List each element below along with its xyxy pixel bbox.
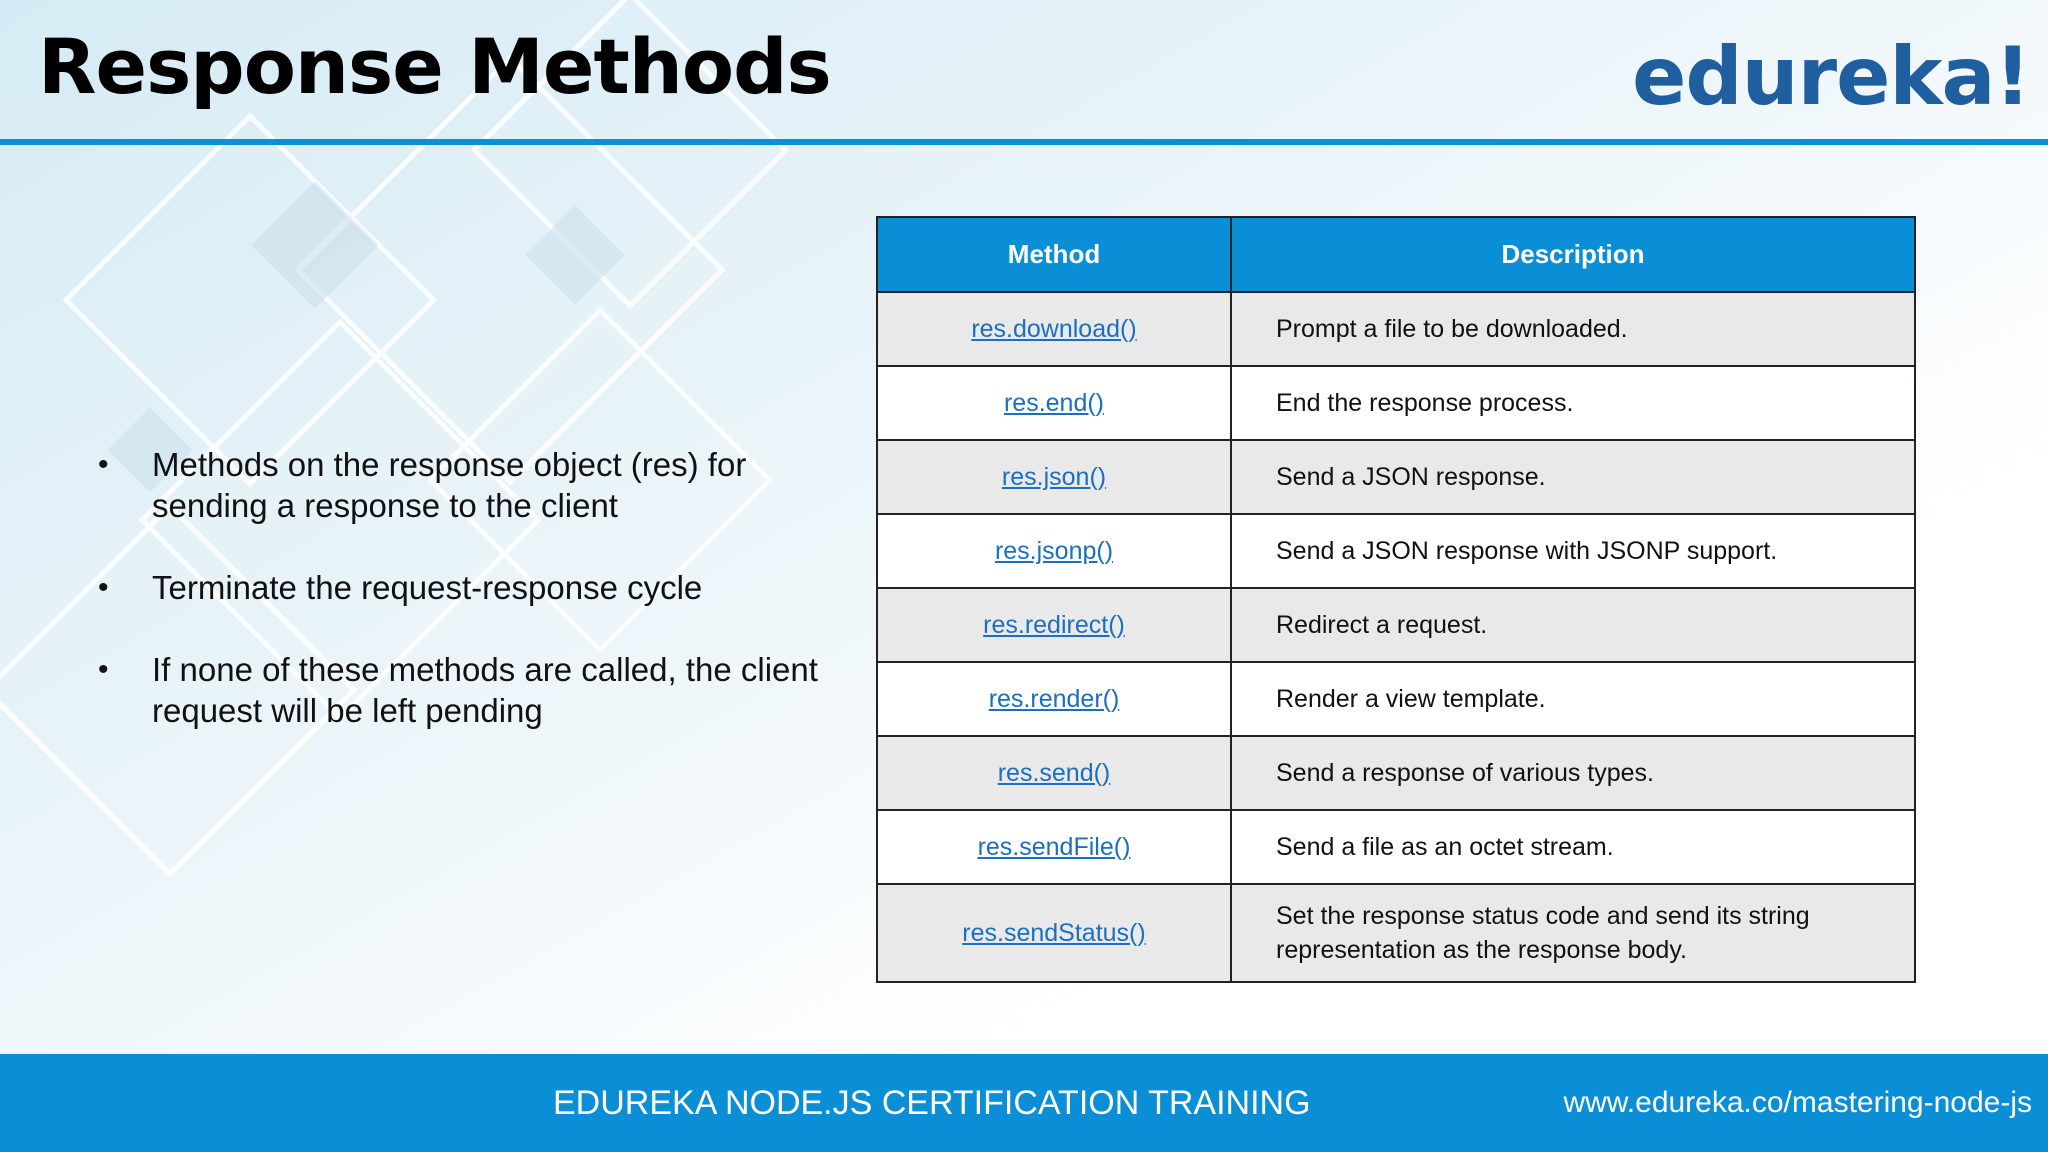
footer-course-title: EDUREKA NODE.JS CERTIFICATION TRAINING (553, 1084, 1311, 1122)
title-divider (0, 139, 2048, 145)
bullet-item (98, 649, 818, 731)
table-row (877, 292, 1915, 366)
table-row (877, 662, 1915, 736)
description-cell: Prompt a file to be downloaded. (1231, 292, 1915, 366)
methods-table (876, 216, 1916, 983)
method-link[interactable]: res.download() (971, 314, 1137, 343)
description-cell: Render a view template. (1231, 662, 1915, 736)
description-cell: Send a file as an octet stream. (1231, 810, 1915, 884)
method-cell (877, 810, 1231, 884)
edureka-logo: edureka! (1632, 30, 2030, 123)
method-cell (877, 662, 1231, 736)
table-header-row (877, 217, 1915, 292)
table-row (877, 810, 1915, 884)
bullet-item (98, 567, 818, 608)
method-link[interactable]: res.end() (1003, 388, 1105, 417)
description-cell: Send a JSON response. (1231, 440, 1915, 514)
method-link[interactable]: res.jsonp() (994, 536, 1114, 565)
description-cell: Send a response of various types. (1231, 736, 1915, 810)
method-cell (877, 366, 1231, 440)
header-method: Method (877, 217, 1231, 292)
table-row (877, 588, 1915, 662)
table-row (877, 366, 1915, 440)
method-link[interactable]: res.sendStatus() (962, 918, 1146, 947)
method-cell (877, 588, 1231, 662)
page-title: Response Methods (38, 22, 831, 111)
table-row (877, 736, 1915, 810)
bullet-dot: • (98, 571, 109, 604)
table-row (877, 440, 1915, 514)
method-cell (877, 292, 1231, 366)
method-link[interactable]: res.render() (988, 684, 1120, 713)
bullet-list (98, 444, 818, 772)
bullet-text: Terminate the request-response cycle (152, 569, 703, 606)
method-cell (877, 736, 1231, 810)
table-row (877, 514, 1915, 588)
method-link[interactable]: res.send() (997, 758, 1111, 787)
bullet-text: If none of these methods are called, the client request will be left pending (152, 651, 818, 729)
bullet-item (98, 444, 818, 526)
method-link[interactable]: res.json() (1001, 462, 1107, 491)
method-link[interactable]: res.redirect() (983, 610, 1125, 639)
method-link[interactable]: res.sendFile() (977, 832, 1131, 861)
method-cell (877, 514, 1231, 588)
header-description: Description (1231, 217, 1915, 292)
bullet-dot: • (98, 448, 109, 481)
description-cell: Set the response status code and send its string representation as the response body. (1231, 884, 1915, 982)
bullet-text: Methods on the response object (res) for sending a response to the client (152, 446, 747, 524)
bullet-dot: • (98, 653, 109, 686)
method-cell (877, 884, 1231, 982)
description-cell: Redirect a request. (1231, 588, 1915, 662)
method-cell (877, 440, 1231, 514)
description-cell: Send a JSON response with JSONP support. (1231, 514, 1915, 588)
description-cell: End the response process. (1231, 366, 1915, 440)
footer-url[interactable]: www.edureka.co/mastering-node-js (1563, 1086, 2032, 1119)
footer-bar (0, 1054, 2048, 1152)
table-row (877, 884, 1915, 982)
